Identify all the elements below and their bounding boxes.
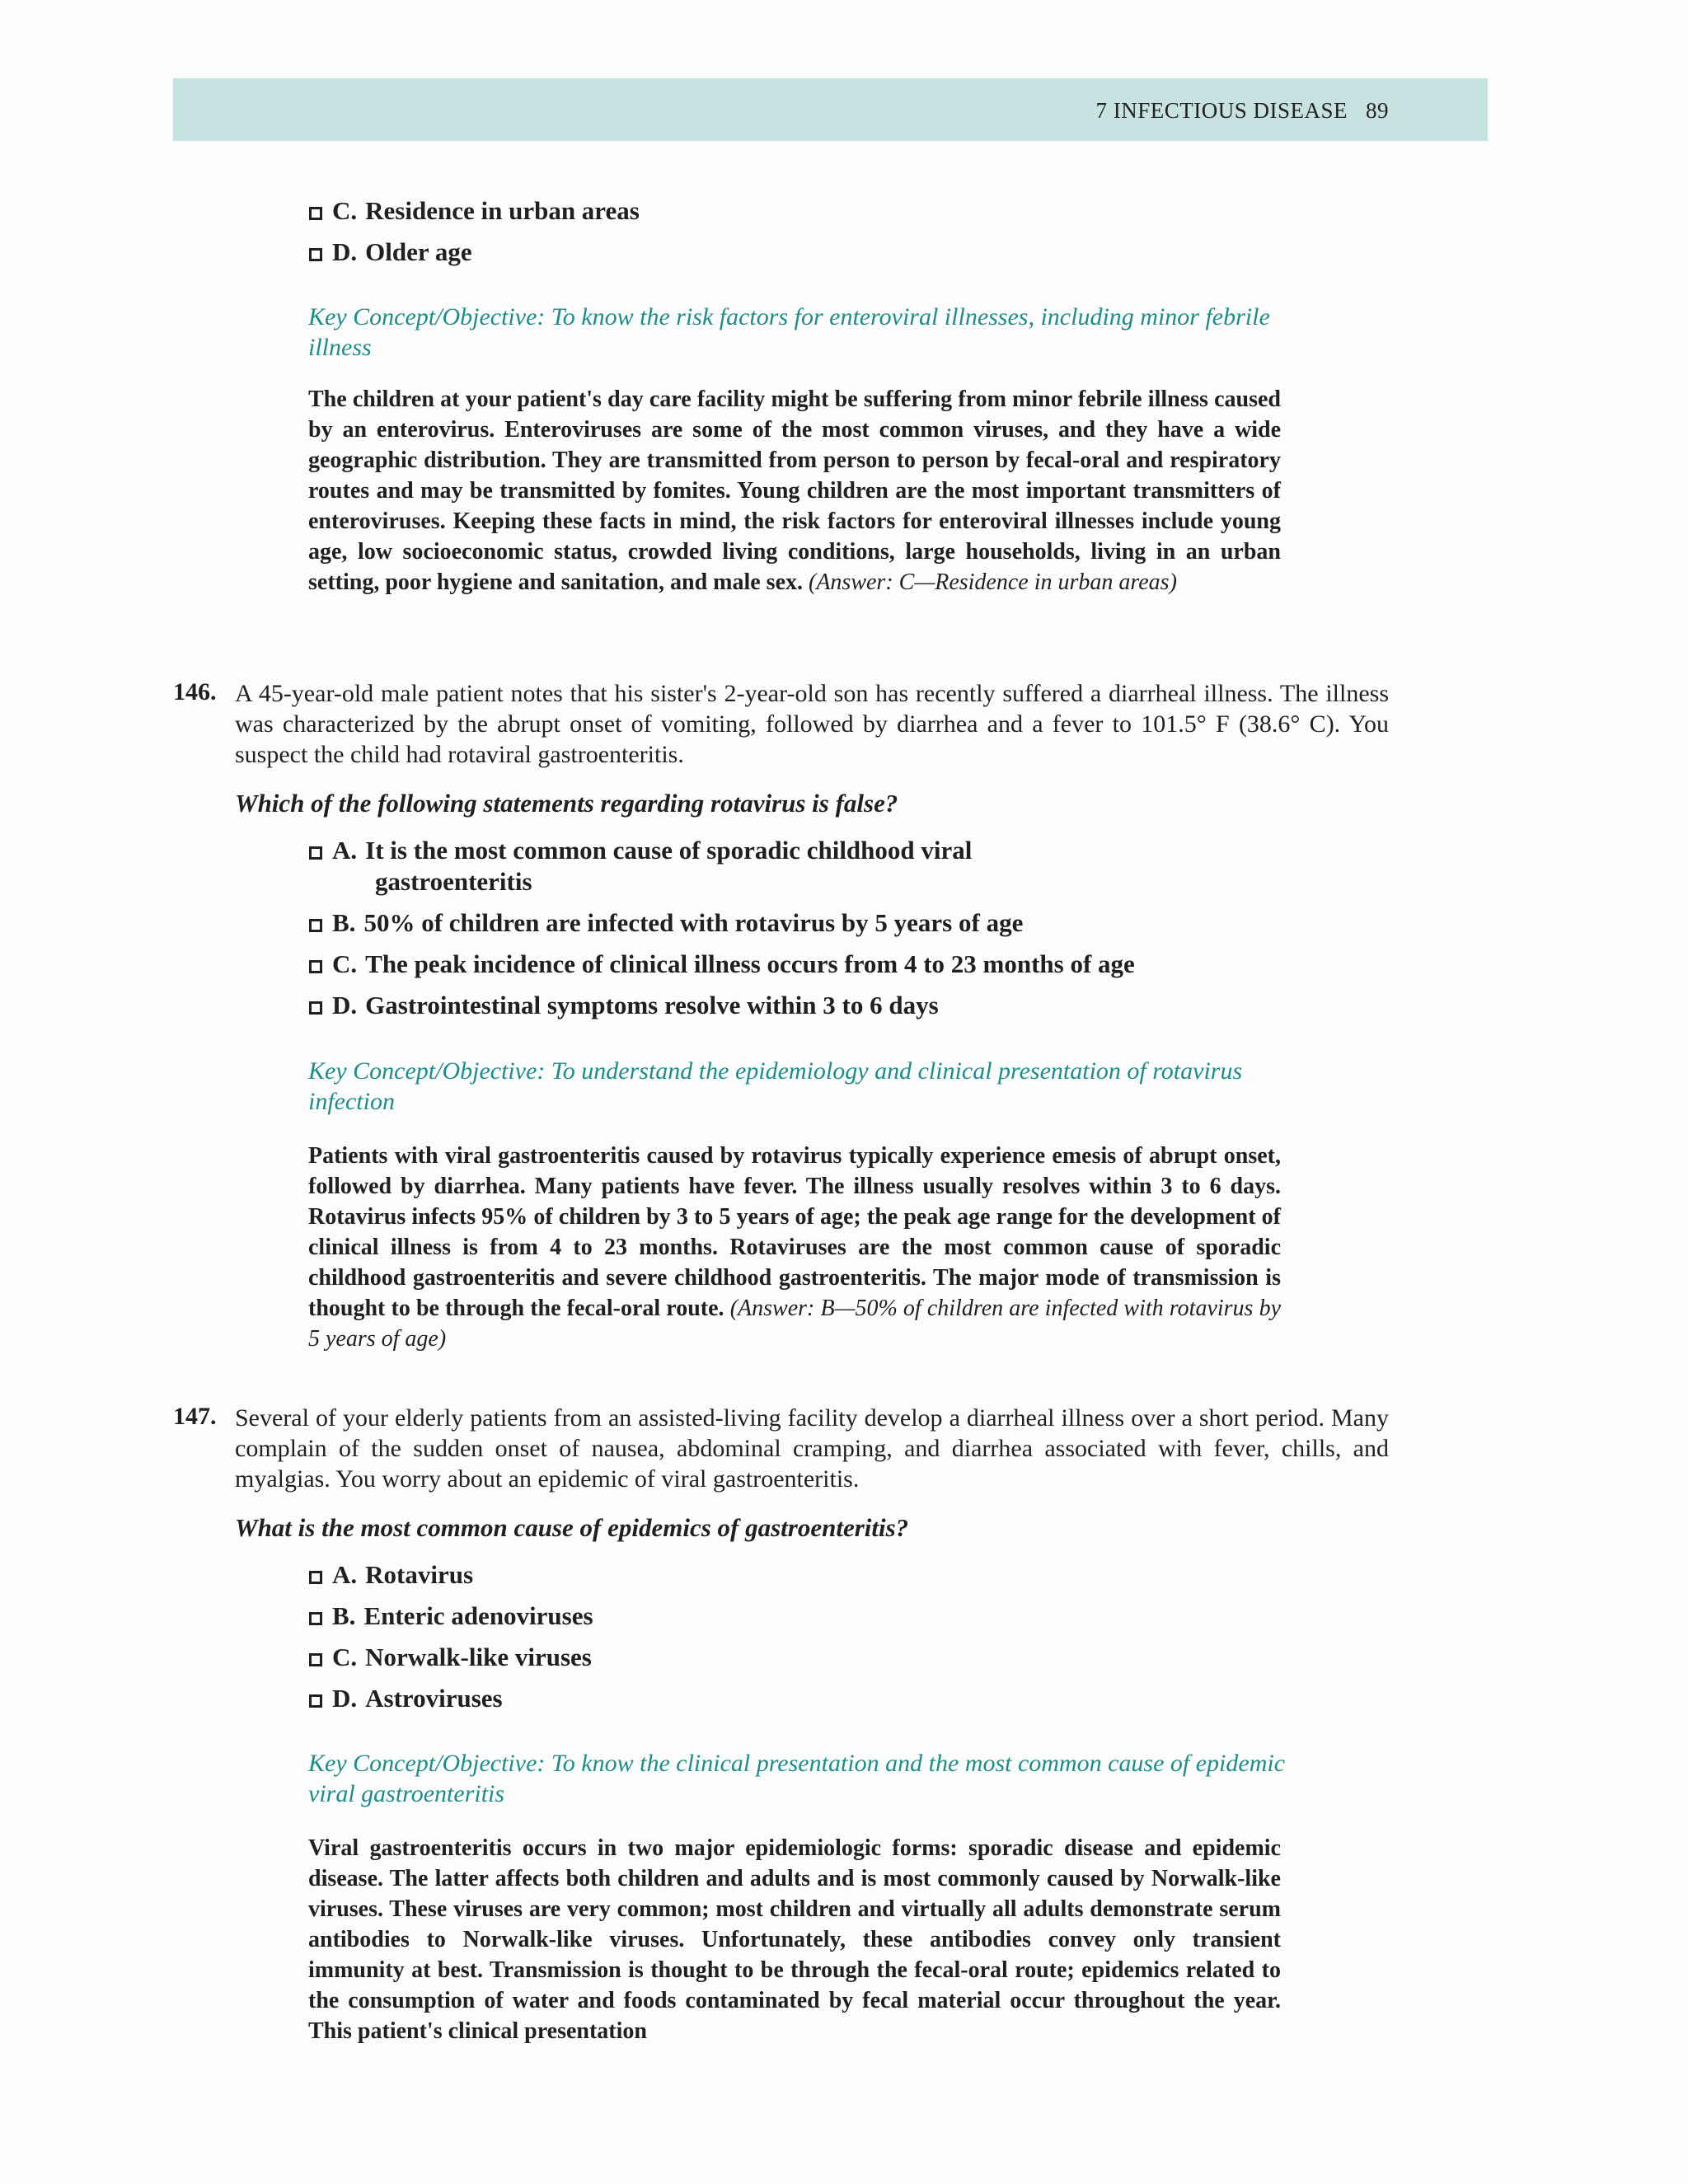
checkbox-icon[interactable] (309, 1612, 322, 1625)
answer-option[interactable]: B. 50% of children are infected with rotavirus by 5 years of age (309, 907, 1023, 939)
key-concept: Key Concept/Objective: To understand the epidemiology and clinical presentation of rotavirus infection (308, 1057, 1243, 1115)
answer-option[interactable]: A. Rotavirus (309, 1559, 473, 1591)
question-number: 147. (173, 1403, 217, 1430)
answer-option[interactable]: D. Gastrointestinal symptoms resolve within 3 to 6 days (309, 990, 939, 1021)
answer-option[interactable]: C. The peak incidence of clinical illness occurs from 4 to 23 months of age (309, 949, 1135, 980)
chapter-title: 7 INFECTIOUS DISEASE (1095, 98, 1348, 123)
answer-text: (Answer: B—50% of children are infected with rotavirus by 5 years of age) (308, 1296, 1282, 1352)
question-prompt: Which of the following statements regarding rotavirus is false? (235, 789, 898, 818)
answer-option[interactable]: C. Residence in urban areas (309, 195, 640, 227)
checkbox-icon[interactable] (309, 207, 322, 220)
question-number: 146. (173, 678, 217, 705)
answer-option[interactable]: B. Enteric adenoviruses (309, 1601, 593, 1632)
key-concept: Key Concept/Objective: To know the clinical presentation and the most common cause of epidemic viral gastroenteritis (308, 1750, 1286, 1807)
running-header (173, 78, 1488, 141)
answer-text: (Answer: C—Residence in urban areas) (809, 569, 1177, 595)
checkbox-icon[interactable] (309, 846, 322, 860)
key-concept: Key Concept/Objective: To know the risk factors for enteroviral illnesses, including minor febrile illness (308, 303, 1270, 361)
answer-option[interactable]: A. It is the most common cause of sporadic childhood viral gastroenteritis (309, 835, 972, 898)
explanation: Patients with viral gastroenteritis caused by rotavirus typically experience emesis of abrupt onset, followed by diarrhea. Many patients have fever. The illness usually resolves within 3 to 6 days. Rotavirus infects 95% of children by 3 to 5 years of age; the peak age range for the development of clinical illness is from 4 to 23 months. Rotaviruses are the most common cause of sporadic childhood gastroenteritis and severe childhood gastroenteritis. The major mode of transmission is thought to be through the fecal-oral route. (Answer: B—50% of children are infected with rotavirus by 5 years of age) (308, 1143, 1282, 1352)
explanation: Viral gastroenteritis occurs in two major epidemiologic forms: sporadic disease and epidemic disease. The latter affects both children and adults and is most commonly caused by Norwalk-like viruses. These viruses are very common; most children and virtually all adults demonstrate serum antibodies to Norwalk-like viruses. Unfortunately, these antibodies convey only transient immunity at best. Transmission is thought to be through the fecal-oral route; epidemics related to the consumption of water and foods contaminated by fecal material occur throughout the year. This patient's clinical presentation (308, 1835, 1281, 2044)
header-text (1095, 98, 1389, 124)
explanation: The children at your patient's day care facility might be suffering from minor febrile illness caused by an enterovirus. Enteroviruses are some of the most common viruses, and they have a wide geographic distribution. They are transmitted from person to person by fecal-oral and respiratory routes and may be transmitted by fomites. Young children are the most important transmitters of enteroviruses. Keeping these facts in mind, the risk factors for enteroviral illnesses include young age, low socioeconomic status, crowded living conditions, large households, living in an urban setting, poor hygiene and sanitation, and male sex. (Answer: C—Residence in urban areas) (308, 387, 1281, 595)
checkbox-icon[interactable] (309, 1001, 322, 1015)
checkbox-icon[interactable] (309, 1653, 322, 1666)
checkbox-icon[interactable] (309, 1571, 322, 1584)
question-prompt: What is the most common cause of epidemics of gastroenteritis? (235, 1513, 909, 1542)
checkbox-icon[interactable] (309, 919, 322, 932)
answer-option[interactable]: D. Astroviruses (309, 1683, 503, 1714)
checkbox-icon[interactable] (309, 960, 322, 973)
question-stem: Several of your elderly patients from an assisted-living facility develop a diarrheal illness over a short period. Many complain of the sudden onset of nausea, abdominal cramping, and diarrhea associated with fever, chills, and myalgias. You worry about an epidemic of viral gastroenteritis. (235, 1404, 1389, 1493)
checkbox-icon[interactable] (309, 1694, 322, 1708)
question-stem: A 45-year-old male patient notes that his sister's 2-year-old son has recently suffered a diarrheal illness. The illness was characterized by the abrupt onset of vomiting, followed by diarrhea and a fever to 101.5° F (38.6° C). You suspect the child had rotaviral gastroenteritis. (235, 680, 1389, 768)
page-number: 89 (1366, 98, 1389, 123)
answer-option[interactable]: C. Norwalk-like viruses (309, 1642, 592, 1673)
checkbox-icon[interactable] (309, 248, 322, 261)
answer-option[interactable]: D. Older age (309, 237, 472, 268)
